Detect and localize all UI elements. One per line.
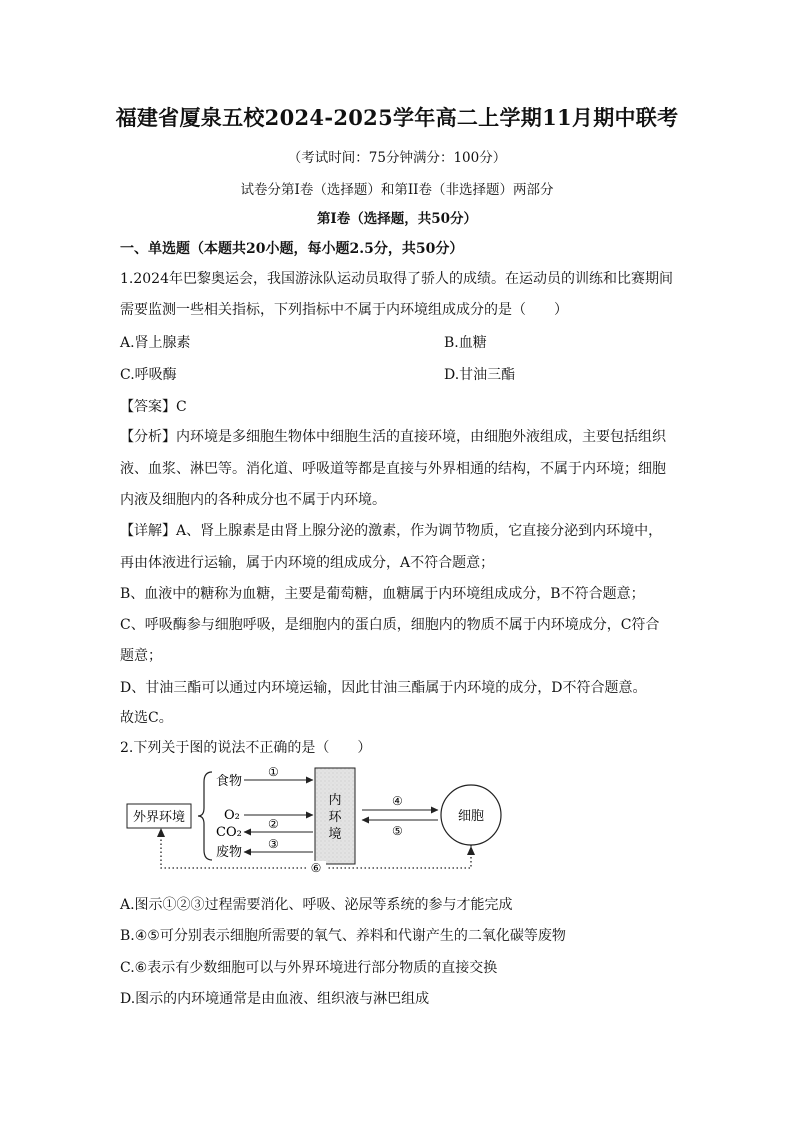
q1-detail-line2: 再由体液进行运输，属于内环境的组成成分，A不符合题意；	[120, 555, 495, 571]
q1-detail-line4: C、呼吸酶参与细胞呼吸，是细胞内的蛋白质，细胞内的物质不属于内环境成分，C符合	[120, 617, 660, 633]
o2-label: O₂	[224, 808, 240, 823]
section1-heading: 一、单选题（本题共20小题，每小题2.5分，共50分）	[120, 241, 464, 257]
q1-option-c: C.呼吸酶	[120, 367, 177, 383]
q1-option-b: B.血糖	[444, 335, 487, 351]
paper-structure: 试卷分第I卷（选择题）和第II卷（非选择题）两部分	[240, 182, 554, 198]
q1-answer: 【答案】C	[120, 399, 187, 415]
curly-brace	[198, 772, 212, 860]
exam-info: （考试时间：75分钟满分：100分）	[287, 150, 507, 166]
arrow-6-head-right	[467, 846, 475, 855]
q1-analysis-line2: 液、血浆、淋巴等。消化道、呼吸道等都是直接与外界相通的结构，不属于内环境；细胞	[120, 461, 666, 477]
co2-label: CO₂	[216, 825, 242, 840]
q1-detail-line3: B、血液中的糖称为血糖，主要是葡萄糖，血糖属于内环境组成成分，B不符合题意；	[120, 586, 645, 602]
internal-env-char2: 环	[328, 810, 342, 825]
q2-option-a: A.图示①②③过程需要消化、呼吸、泌尿等系统的参与才能完成	[120, 897, 513, 913]
arrow-6-head-left	[157, 828, 165, 837]
q1-analysis-line1: 【分析】内环境是多细胞生物体中细胞生活的直接环境，由细胞外液组成，主要包括组织	[120, 429, 666, 445]
external-environment-label: 外界环境	[132, 810, 186, 825]
label-n2: ②	[268, 817, 279, 831]
q1-conclusion: 故选C。	[120, 710, 173, 726]
part1-heading: 第I卷（选择题，共50分）	[316, 211, 478, 227]
q2-stem: 2.下列关于图的说法不正确的是（ ）	[120, 740, 372, 756]
environment-diagram	[120, 760, 520, 875]
page-title: 福建省厦泉五校2024-2025学年高二上学期11月期中联考	[115, 105, 679, 130]
q1-analysis-line3: 内液及细胞内的各种成分也不属于内环境。	[120, 492, 386, 508]
label-n6: ⑥	[310, 861, 322, 875]
label-n1: ①	[268, 765, 279, 779]
label-n4: ④	[392, 794, 403, 808]
q2-option-c: C.⑥表示有少数细胞可以与外界环境进行部分物质的直接交换	[120, 960, 498, 976]
q1-option-a: A.肾上腺素	[120, 335, 191, 351]
label-n3: ③	[268, 837, 279, 851]
q1-stem-line1: 1.2024年巴黎奥运会，我国游泳队运动员取得了骄人的成绩。在运动员的训练和比赛期间	[120, 271, 673, 287]
internal-env-char1: 内	[328, 793, 342, 808]
q2-option-b: B.④⑤可分别表示细胞所需要的氧气、养料和代谢产生的二氧化碳等废物	[120, 928, 566, 944]
q1-detail-line1: 【详解】A、肾上腺素是由肾上腺分泌的激素，作为调节物质，它直接分泌到内环境中，	[120, 523, 663, 539]
q1-stem-line2: 需要监测一些相关指标，下列指标中不属于内环境组成成分的是（ ）	[120, 302, 568, 318]
food-label: 食物	[216, 774, 243, 789]
q1-detail-line6: D、甘油三酯可以通过内环境运输，因此甘油三酯属于内环境的成分，D不符合题意。	[120, 680, 647, 696]
waste-label: 废物	[216, 845, 243, 860]
label-n5: ⑤	[392, 824, 403, 838]
q1-detail-line5: 题意；	[120, 648, 162, 664]
cell-label: 细胞	[457, 809, 485, 824]
q2-option-d: D.图示的内环境通常是由血液、组织液与淋巴组成	[120, 991, 430, 1007]
q1-option-d: D.甘油三酯	[444, 367, 516, 383]
internal-env-char3: 境	[328, 827, 342, 842]
